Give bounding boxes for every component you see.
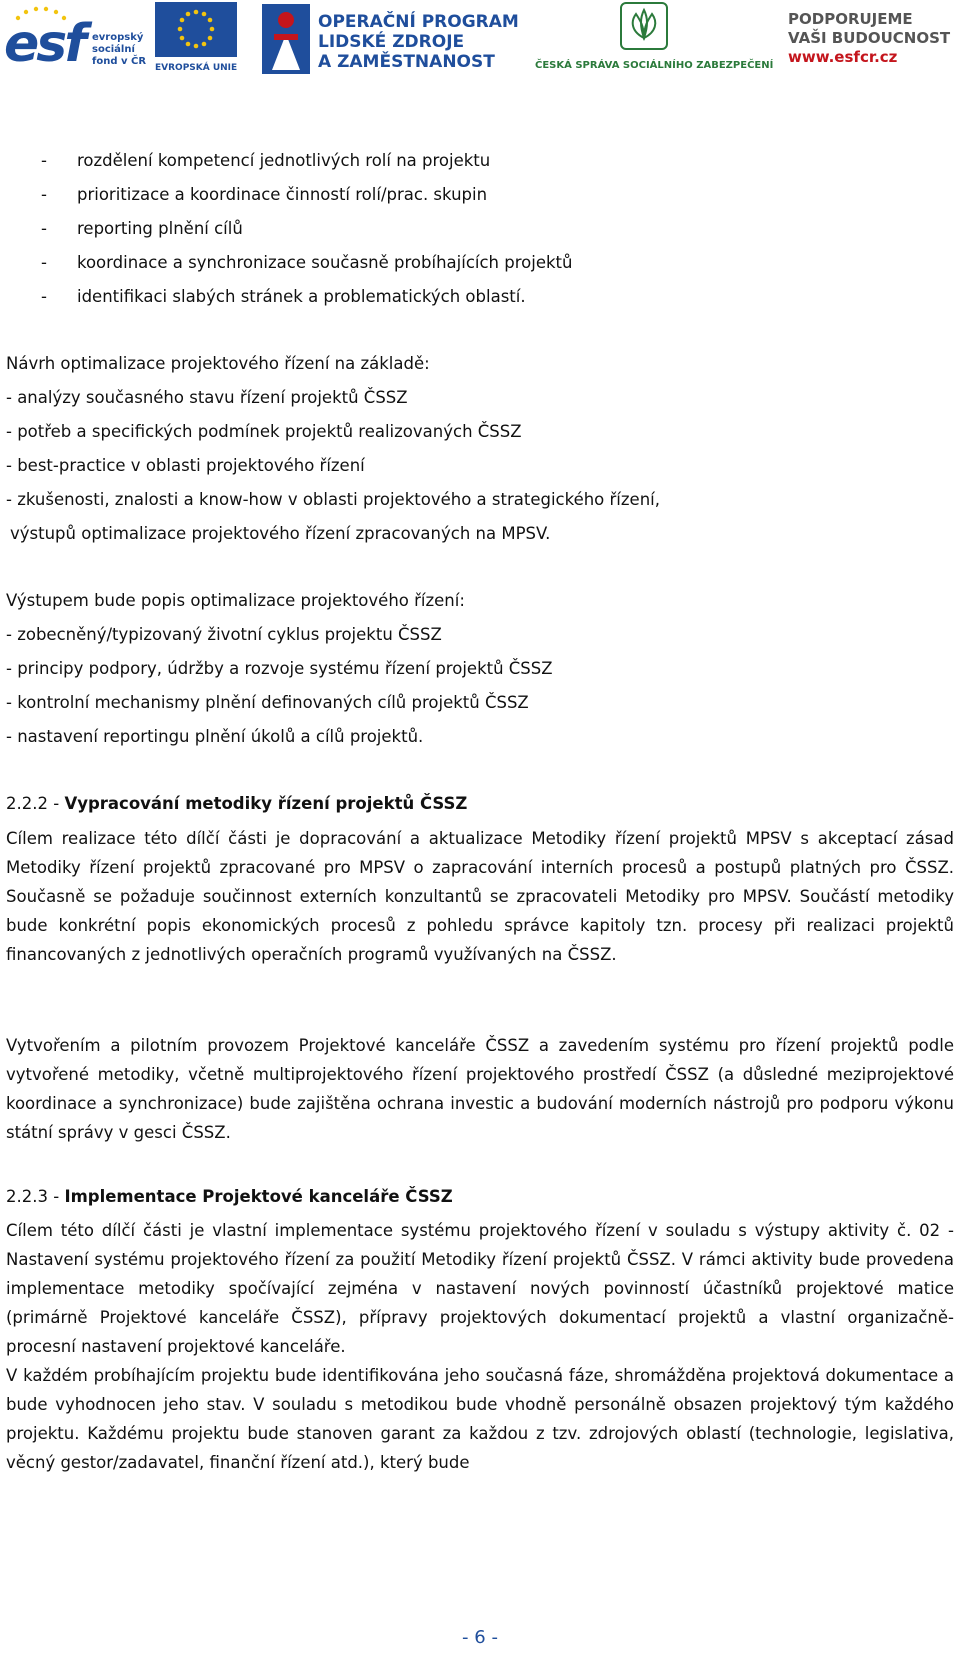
heading-title: Vypracování metodiky řízení projektů ČSSZ xyxy=(64,794,468,813)
list-item: - zobecněný/typizovaný životní cyklus projektu ČSSZ xyxy=(6,625,442,644)
op-lzz-logo xyxy=(262,4,519,76)
section-intro: Návrh optimalizace projektového řízení na základě: xyxy=(6,354,430,373)
bullet-dash: - xyxy=(41,219,47,238)
paragraph: Vytvořením a pilotním provozem Projektové kanceláře ČSSZ a zavedením systému pro řízení projektů podle vytvořené metodiky, včetně multiprojektového řízení projektového prostředí ČSSZ (a důsledné meziprojektové koordinace a synchronizace) bude zajištěna ochrana investic a budování moderních nástrojů pro podporu výkonu státní správy v gesci ČSSZ. xyxy=(6,1036,954,1142)
paragraph: V každém probíhajícím projektu bude identifikována jeho současná fáze, shromážděna projektová dokumentace a bude vyhodnocen jeho stav. V souladu s metodikou bude vhodně personálně obsazen projektový tým každého projektu. Každému projektu bude stanoven garant za každou z tzv. zdrojových oblastí (technologie, legislativa, věcný gestor/zadavatel, finanční řízení atd.), který bude xyxy=(6,1366,954,1472)
list-item: - best-practice v oblasti projektového řízení xyxy=(6,456,365,475)
list-item: - analýzy současného stavu řízení projektů ČSSZ xyxy=(6,388,408,407)
bullet-dash: - xyxy=(41,253,47,272)
list-item: výstupů optimalizace projektového řízení zpracovaných na MPSV. xyxy=(10,524,551,543)
paragraph: Cílem realizace této dílčí části je dopracování a aktualizace Metodiky řízení projektů MPSV s akceptací zásad Metodiky řízení projektů zpracované pro MPSV o zapracování interních procesů a postupů platných pro ČSSZ. Současně se požaduje součinnost externích konzultantů se zpracovateli Metodiky pro MPSV. Součástí metodiky bude konkrétní popis ekonomických procesů z pohledu správce kapitoly tzn. procesy při realizaci projektů financovaných z jednotlivých operačních programů využívaných na ČSSZ. xyxy=(6,829,954,964)
eu-flag-icon xyxy=(155,2,237,57)
eu-caption: EVROPSKÁ UNIE xyxy=(155,63,238,73)
list-item: - potřeb a specifických podmínek projektů realizovaných ČSSZ xyxy=(6,422,522,441)
op-lines: OPERAČNÍ PROGRAM LIDSKÉ ZDROJE A ZAMĚSTNANOST xyxy=(318,12,519,72)
paragraph: Cílem této dílčí části je vlastní implementace systému projektového řízení v souladu s výstupy aktivity č. 02 - Nastavení systému projektového řízení za použití Metodiky řízení projektů ČSSZ. V rámci aktivity bude provedena implementace metodiky spočívající zejména v nastavení nových povinností účastníků projektové matice (primárně Projektové kanceláře ČSSZ), přípravy projektových dokumentací projektů a vlastní organizačně-procesní nastavení projektové kanceláře. xyxy=(6,1221,954,1356)
list-item: - zkušenosti, znalosti a know-how v oblasti projektového a strategického řízení, xyxy=(6,490,660,509)
header-logos xyxy=(0,0,960,80)
esf-logo xyxy=(4,4,154,76)
cssz-logo xyxy=(535,0,774,78)
list-item: identifikaci slabých stránek a problematických oblastí. xyxy=(77,287,526,306)
section-intro: Výstupem bude popis optimalizace projektového řízení: xyxy=(6,591,465,610)
support-line: VAŠI BUDOUCNOST xyxy=(788,29,951,47)
section-heading-2-2-3 xyxy=(6,1186,453,1208)
bullet-dash: - xyxy=(41,185,47,204)
heading-number: 2.2.2 - xyxy=(6,794,65,813)
eu-logo xyxy=(155,2,240,78)
list-item: - kontrolní mechanismy plnění definovaných cílů projektů ČSSZ xyxy=(6,693,529,712)
heading-number: 2.2.3 - xyxy=(6,1187,65,1206)
page-number: - 6 - xyxy=(462,1627,498,1648)
list-item: prioritizace a koordinace činností rolí/prac. skupin xyxy=(77,185,488,204)
support-logo xyxy=(788,10,958,76)
list-item: - principy podpory, údržby a rozvoje systému řízení projektů ČSSZ xyxy=(6,659,553,678)
list-item: rozdělení kompetencí jednotlivých rolí na projektu xyxy=(77,151,491,170)
list-item: reporting plnění cílů xyxy=(77,219,243,238)
section-heading-2-2-2 xyxy=(6,793,467,815)
bullet-dash: - xyxy=(41,287,47,306)
heading-title: Implementace Projektové kanceláře ČSSZ xyxy=(64,1187,453,1206)
cssz-caption: ČESKÁ SPRÁVA SOCIÁLNÍHO ZABEZPEČENÍ xyxy=(535,60,774,71)
list-item: koordinace a synchronizace současně probíhajících projektů xyxy=(77,253,573,272)
list-item: - nastavení reportingu plnění úkolů a cílů projektů. xyxy=(6,727,424,746)
support-line: PODPORUJEME xyxy=(788,10,913,28)
bullet-dash: - xyxy=(41,151,47,170)
op-figure-icon xyxy=(262,4,310,74)
cssz-emblem-icon xyxy=(620,2,668,50)
esf-mark: esf xyxy=(4,14,84,74)
esf-text: evropský sociální fond v ČR xyxy=(92,32,147,67)
support-url: www.esfcr.cz xyxy=(788,48,898,66)
